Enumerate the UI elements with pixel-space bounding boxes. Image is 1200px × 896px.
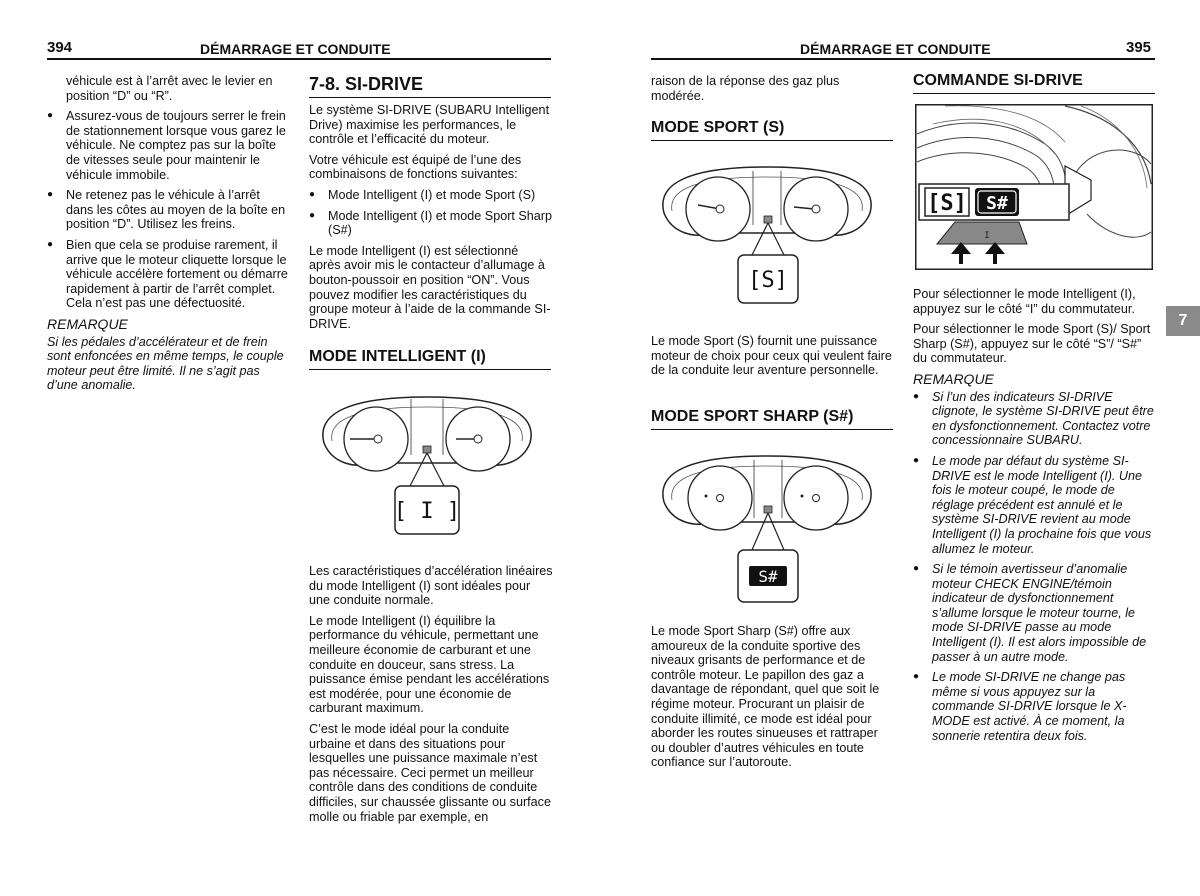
sport-sharp-paragraph: Le mode Sport Sharp (S#) offre aux amoureux de la conduite sportive des niveaux grisants de performance et de contrôle moteur. Le papillon des gaz a davantage de répondant, quel que soit le régime moteur. Procurant un plaisir de conduite illimité, ce mode est idéal pour aborder les routes sinueuses et rattraper ou doubler d’autres véhicules en toute confiance sur l’autoroute. bbox=[651, 624, 880, 770]
tachometer-hub bbox=[716, 205, 724, 213]
note-text: Si les pédales d’accélérateur et de frein sont enfoncées en même temps, le couple moteur peut être limité. Il ne s’agit pas d’une anomalie. bbox=[47, 334, 284, 393]
speedometer-hub bbox=[813, 495, 820, 502]
list-item: ● Ne retenez pas le véhicule à l’arrêt dans les côtes au moyen de la boîte en position “D”. Utilisez les freins. bbox=[47, 188, 289, 232]
command-title-rule bbox=[913, 93, 1155, 94]
mode-intelligent-rule bbox=[309, 369, 551, 370]
speedometer-hub bbox=[474, 435, 482, 443]
sport-indicator-label: [S] bbox=[748, 268, 788, 293]
combinations-paragraph: Votre véhicule est équipé de l’une des combinaisons de fonctions suivantes: bbox=[309, 152, 522, 182]
section-title-rule bbox=[309, 97, 551, 98]
select-intelligent-paragraph: Pour sélectionner le mode Intelligent (I), appuyez sur le côté “I” du commutateur. bbox=[913, 287, 1136, 316]
note-title: REMARQUE bbox=[913, 370, 994, 387]
list-item: ● Le mode par défaut du système SI-DRIVE est le mode Intelligent (I). Une fois le moteur coupé, le mode de réglage précédent est annulé et le système SI-DRIVE revient au mode Intelligent (I) la prochaine fois que vous allumez le moteur. bbox=[913, 454, 1157, 556]
mode-indicator-lamp bbox=[764, 216, 772, 223]
right-header-rule bbox=[651, 58, 1155, 60]
intelligent-indicator-label: [ I ] bbox=[393, 499, 461, 524]
chapter-tab[interactable]: 7 bbox=[1166, 306, 1200, 336]
mode-sport-title: MODE SPORT (S) bbox=[651, 119, 785, 136]
list-item: ● Si le témoin avertisseur d’anomalie moteur CHECK ENGINE/témoin indicateur de dysfonctionnement s’allume lorsque le moteur tourne, le mode SI-DRIVE passe au mode Intelligent (I). Il est alors impossible de passer à un autre mode. bbox=[913, 562, 1157, 664]
sport-sharp-illustration bbox=[650, 452, 884, 608]
continuation-text: véhicule est à l’arrêt avec le levier en position “D” ou “R”. bbox=[66, 74, 273, 103]
right-page-number: 395 bbox=[1126, 39, 1152, 56]
intelligent-paragraph-1: Les caractéristiques d’accélération linéaires du mode Intelligent (I) sont idéales pour une conduite normale. bbox=[309, 564, 553, 608]
list-item: ● Mode Intelligent (I) et mode Sport (S) bbox=[309, 188, 553, 203]
tachometer-mark bbox=[705, 495, 708, 498]
sport-sharp-description bbox=[651, 624, 895, 776]
right-column-2-body bbox=[913, 287, 1157, 749]
sharp-mode-switch-label: S# bbox=[986, 193, 1008, 214]
s-mode-switch-label: [S] bbox=[927, 191, 967, 216]
sport-mode-illustration bbox=[650, 163, 884, 309]
mode-sport-sharp-title: MODE SPORT SHARP (S#) bbox=[651, 408, 854, 425]
intro-paragraph: Le système SI-DRIVE (SUBARU Intelligent Drive) maximise les performances, le contrôle et l’efficacité du moteur. bbox=[309, 103, 550, 147]
command-title: COMMANDE SI-DRIVE bbox=[913, 72, 1083, 89]
mode-indicator-lamp bbox=[764, 506, 772, 513]
default-mode-paragraph: Le mode Intelligent (I) est sélectionné après avoir mis le contacteur d’allumage à bouton-poussoir en position “ON”. Vous pouvez modifier les caractéristiques du groupe moteur à l’aide de la commande SI-DRIVE. bbox=[309, 243, 551, 331]
list-item: ● Le mode SI-DRIVE ne change pas même si vous appuyez sur la commande SI-DRIVE lorsque le X-MODE est activé. À ce moment, la sonnerie retentira deux fois. bbox=[913, 670, 1157, 743]
left-page-header: DÉMARRAGE ET CONDUITE bbox=[200, 41, 391, 57]
sport-paragraph: Le mode Sport (S) fournit une puissance moteur de choix pour ceux qui veulent faire de la conduite leur aventure personnelle. bbox=[651, 334, 892, 378]
intelligent-paragraph-2: Le mode Intelligent (I) équilibre la performance du véhicule, permettant une meilleure économie de carburant et une conduite en douceur, sans stress. La puissance émise pendant les accélérations est modérée, pour une économie de carburant maximum. bbox=[309, 613, 550, 716]
section-title: 7-8. SI-DRIVE bbox=[309, 74, 424, 94]
speedometer-mark bbox=[801, 495, 804, 498]
tachometer-hub bbox=[717, 495, 724, 502]
continuation-text: raison de la réponse des gaz plus modérée. bbox=[651, 74, 840, 103]
i-side-label: I bbox=[984, 231, 990, 241]
right-page-header: DÉMARRAGE ET CONDUITE bbox=[800, 41, 991, 57]
list-item: ● Si l’un des indicateurs SI-DRIVE clignote, le système SI-DRIVE peut être en dysfonctionnement. Contactez votre concessionnaire SUBARU. bbox=[913, 390, 1157, 448]
mode-intelligent-title: MODE INTELLIGENT (I) bbox=[309, 348, 486, 365]
list-item: ● Bien que cela se produise rarement, il arrive que le moteur cliquette lorsque le véhicule accélère fortement ou démarre rapidement à partir de l’arrêt complet. Cela n’est pas une défectuosité. bbox=[47, 238, 289, 311]
sport-description bbox=[651, 334, 895, 384]
list-item: ● Mode Intelligent (I) et mode Sport Sharp (S#) bbox=[309, 209, 553, 238]
list-item: ● Assurez-vous de toujours serrer le frein de stationnement lorsque vous garez le véhicule. Ne comptez pas sur la boîte de vitesses seule pour maintenir le véhicule immobile. bbox=[47, 109, 289, 182]
intelligent-paragraph-3: C’est le mode idéal pour la conduite urbaine et dans des situations pour lesquelles une puissance maximale n’est pas nécessaire. Ceci permet un meilleur contrôle dans des conditions de conduite difficiles, sur chaussée glissante ou surface molle ou friable par exemple, en bbox=[309, 721, 551, 824]
select-sport-paragraph: Pour sélectionner le mode Sport (S)/ Sport Sharp (S#), appuyez sur le côté “S”/ “S#” du commutateur. bbox=[913, 322, 1151, 366]
note-title: REMARQUE bbox=[47, 315, 128, 332]
si-drive-switch-illustration bbox=[915, 104, 1153, 270]
mode-indicator-lamp bbox=[423, 446, 431, 453]
combinations-list bbox=[309, 188, 553, 238]
mode-sport-rule bbox=[651, 140, 893, 141]
right-column-1-lead bbox=[651, 74, 895, 109]
left-header-rule bbox=[47, 58, 551, 60]
intelligent-mode-illustration bbox=[310, 393, 544, 543]
mode-sport-sharp-rule bbox=[651, 429, 893, 430]
caution-list bbox=[47, 109, 289, 311]
left-column-1 bbox=[47, 74, 289, 393]
sport-sharp-indicator-label: S# bbox=[758, 567, 778, 586]
tachometer-hub bbox=[374, 435, 382, 443]
left-column-2-body bbox=[309, 564, 553, 830]
speedometer-hub bbox=[812, 205, 820, 213]
left-column-2-intro bbox=[309, 103, 553, 337]
left-page-number: 394 bbox=[47, 39, 73, 56]
note-list bbox=[913, 390, 1157, 744]
